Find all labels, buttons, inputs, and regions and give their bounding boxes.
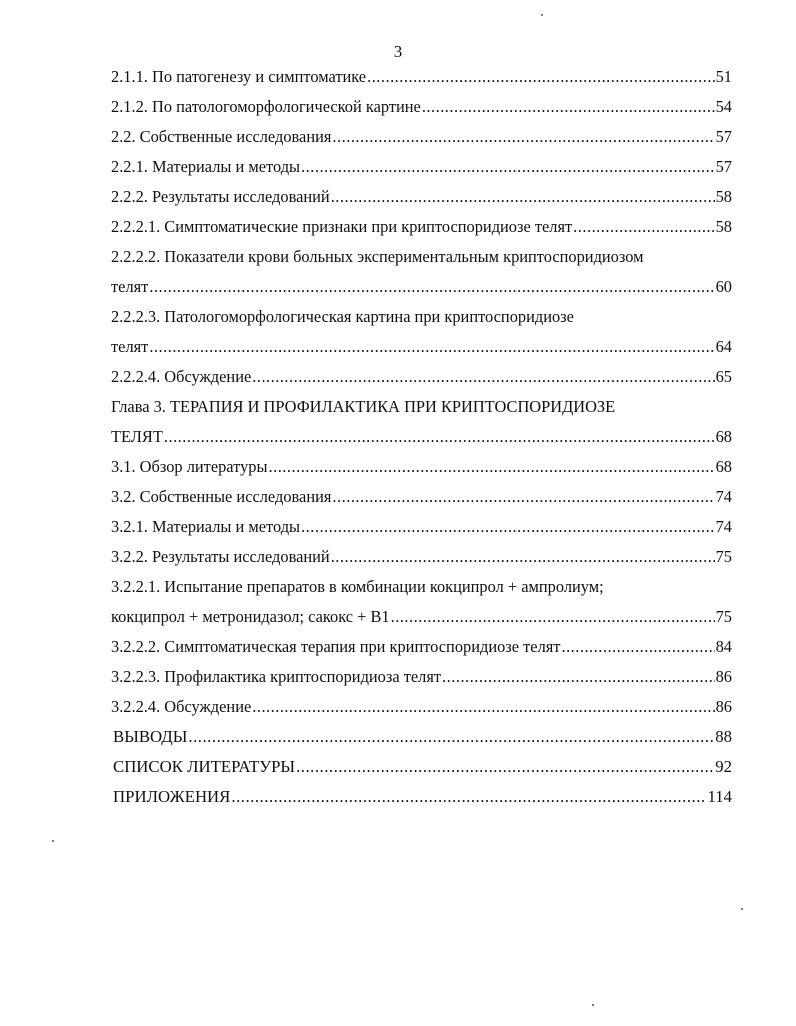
- toc-entry-page: 86: [715, 667, 732, 686]
- toc-entry-page: 68: [715, 427, 732, 446]
- toc-entry-page: 114: [707, 787, 732, 806]
- toc-entry-title: 2.2.2.3. Патологоморфологическая картина при криптоспоридиозе: [111, 307, 574, 326]
- toc-entry-title: 2.2.1. Материалы и методы: [111, 157, 301, 176]
- toc-entry-title: 3.1. Обзор литературы: [111, 457, 268, 476]
- toc-entry: [111, 542, 732, 572]
- toc-entry-title: 2.2.2. Результаты исследований: [111, 187, 330, 206]
- toc-entry: [111, 422, 732, 452]
- toc-entry: [111, 692, 732, 722]
- table-of-contents: [111, 62, 732, 812]
- toc-dot-leader: [164, 422, 715, 452]
- toc-entry-title: 3.2.2.4. Обсуждение: [111, 697, 252, 716]
- toc-entry-title: 3.2. Собственные исследования: [111, 487, 332, 506]
- toc-entry-title: кокципрол + метронидазол; сакокс + В1: [111, 607, 390, 626]
- toc-dot-leader: [422, 92, 715, 122]
- scan-speck: [741, 908, 743, 910]
- toc-entry-title: Глава 3. ТЕРАПИЯ И ПРОФИЛАКТИКА ПРИ КРИПТОСПОРИДИОЗЕ: [111, 397, 616, 416]
- toc-entry-page: 65: [715, 367, 732, 386]
- toc-dot-leader: [561, 632, 714, 662]
- toc-entry-page: 68: [715, 457, 732, 476]
- toc-entry-page: 58: [715, 217, 732, 236]
- toc-entry: [111, 332, 732, 362]
- toc-entry: [111, 512, 732, 542]
- toc-dot-leader: [301, 512, 715, 542]
- toc-entry-title: 2.1.2. По патологоморфологической картине: [111, 97, 421, 116]
- toc-entry: [111, 392, 732, 422]
- toc-dot-leader: [269, 452, 715, 482]
- toc-entry-page: 75: [715, 607, 732, 626]
- toc-dot-leader: [301, 152, 715, 182]
- toc-entry-title: 3.2.2.1. Испытание препаратов в комбинации кокципрол + ампролиум;: [111, 577, 604, 596]
- toc-entry: [111, 482, 732, 512]
- toc-entry-page: 57: [715, 127, 732, 146]
- toc-entry-page: 60: [715, 277, 732, 296]
- toc-entry: [111, 242, 732, 272]
- toc-entry: [111, 122, 732, 152]
- toc-entry: [111, 752, 732, 782]
- toc-entry-title: 3.2.2.2. Симптоматическая терапия при криптоспоридиозе телят: [111, 637, 561, 656]
- toc-entry: [111, 722, 732, 752]
- toc-entry-page: 57: [715, 157, 732, 176]
- toc-entry-title: ВЫВОДЫ: [113, 727, 188, 746]
- toc-entry-page: 86: [715, 697, 732, 716]
- toc-entry-page: 84: [715, 637, 732, 656]
- toc-entry-page: 92: [715, 757, 732, 776]
- toc-entry: [111, 452, 732, 482]
- toc-entry: [111, 632, 732, 662]
- toc-dot-leader: [391, 602, 715, 632]
- toc-entry-page: 51: [715, 67, 732, 86]
- toc-entry: [111, 212, 732, 242]
- toc-dot-leader: [149, 332, 714, 362]
- toc-dot-leader: [188, 722, 714, 752]
- toc-dot-leader: [149, 272, 714, 302]
- scan-speck: [52, 840, 54, 842]
- scan-speck: [541, 14, 543, 16]
- toc-entry-title: ТЕЛЯТ: [111, 427, 163, 446]
- toc-dot-leader: [331, 542, 715, 572]
- toc-entry-title: 3.2.2.3. Профилактика криптоспоридиоза телят: [111, 667, 442, 686]
- toc-entry-page: 74: [715, 517, 732, 536]
- toc-dot-leader: [332, 482, 714, 512]
- toc-dot-leader: [231, 782, 706, 812]
- toc-entry-title: СПИСОК ЛИТЕРАТУРЫ: [113, 757, 296, 776]
- toc-entry-page: 74: [715, 487, 732, 506]
- toc-entry: [111, 362, 732, 392]
- scan-speck: [592, 1004, 594, 1006]
- toc-entry: [111, 272, 732, 302]
- toc-entry: [111, 62, 732, 92]
- toc-dot-leader: [332, 122, 714, 152]
- toc-entry: [111, 782, 732, 812]
- toc-dot-leader: [331, 182, 715, 212]
- toc-entry-title: ПРИЛОЖЕНИЯ: [113, 787, 231, 806]
- toc-entry-title: 2.2. Собственные исследования: [111, 127, 332, 146]
- toc-dot-leader: [367, 62, 715, 92]
- toc-dot-leader: [442, 662, 715, 692]
- page-number: 3: [393, 42, 403, 61]
- toc-dot-leader: [296, 752, 714, 782]
- toc-entry: [111, 182, 732, 212]
- toc-entry: [111, 602, 732, 632]
- toc-dot-leader: [573, 212, 714, 242]
- toc-dot-leader: [252, 362, 714, 392]
- toc-entry-title: 2.1.1. По патогенезу и симптоматике: [111, 67, 367, 86]
- toc-entry-title: 2.2.2.4. Обсуждение: [111, 367, 252, 386]
- toc-entry-page: 54: [715, 97, 732, 116]
- toc-entry-title: 2.2.2.2. Показатели крови больных экспериментальным криптоспоридиозом: [111, 247, 644, 266]
- toc-entry: [111, 662, 732, 692]
- toc-dot-leader: [252, 692, 714, 722]
- toc-entry: [111, 152, 732, 182]
- toc-entry-page: 58: [715, 187, 732, 206]
- toc-entry-title: 3.2.2. Результаты исследований: [111, 547, 330, 566]
- toc-entry-page: 88: [715, 727, 732, 746]
- toc-entry-title: телят: [111, 277, 149, 296]
- toc-entry: [111, 92, 732, 122]
- toc-entry: [111, 302, 732, 332]
- toc-entry-page: 64: [715, 337, 732, 356]
- toc-entry-title: телят: [111, 337, 149, 356]
- toc-entry-title: 3.2.1. Материалы и методы: [111, 517, 301, 536]
- toc-entry: [111, 572, 732, 602]
- toc-entry-page: 75: [715, 547, 732, 566]
- toc-entry-title: 2.2.2.1. Симптоматические признаки при криптоспоридиозе телят: [111, 217, 573, 236]
